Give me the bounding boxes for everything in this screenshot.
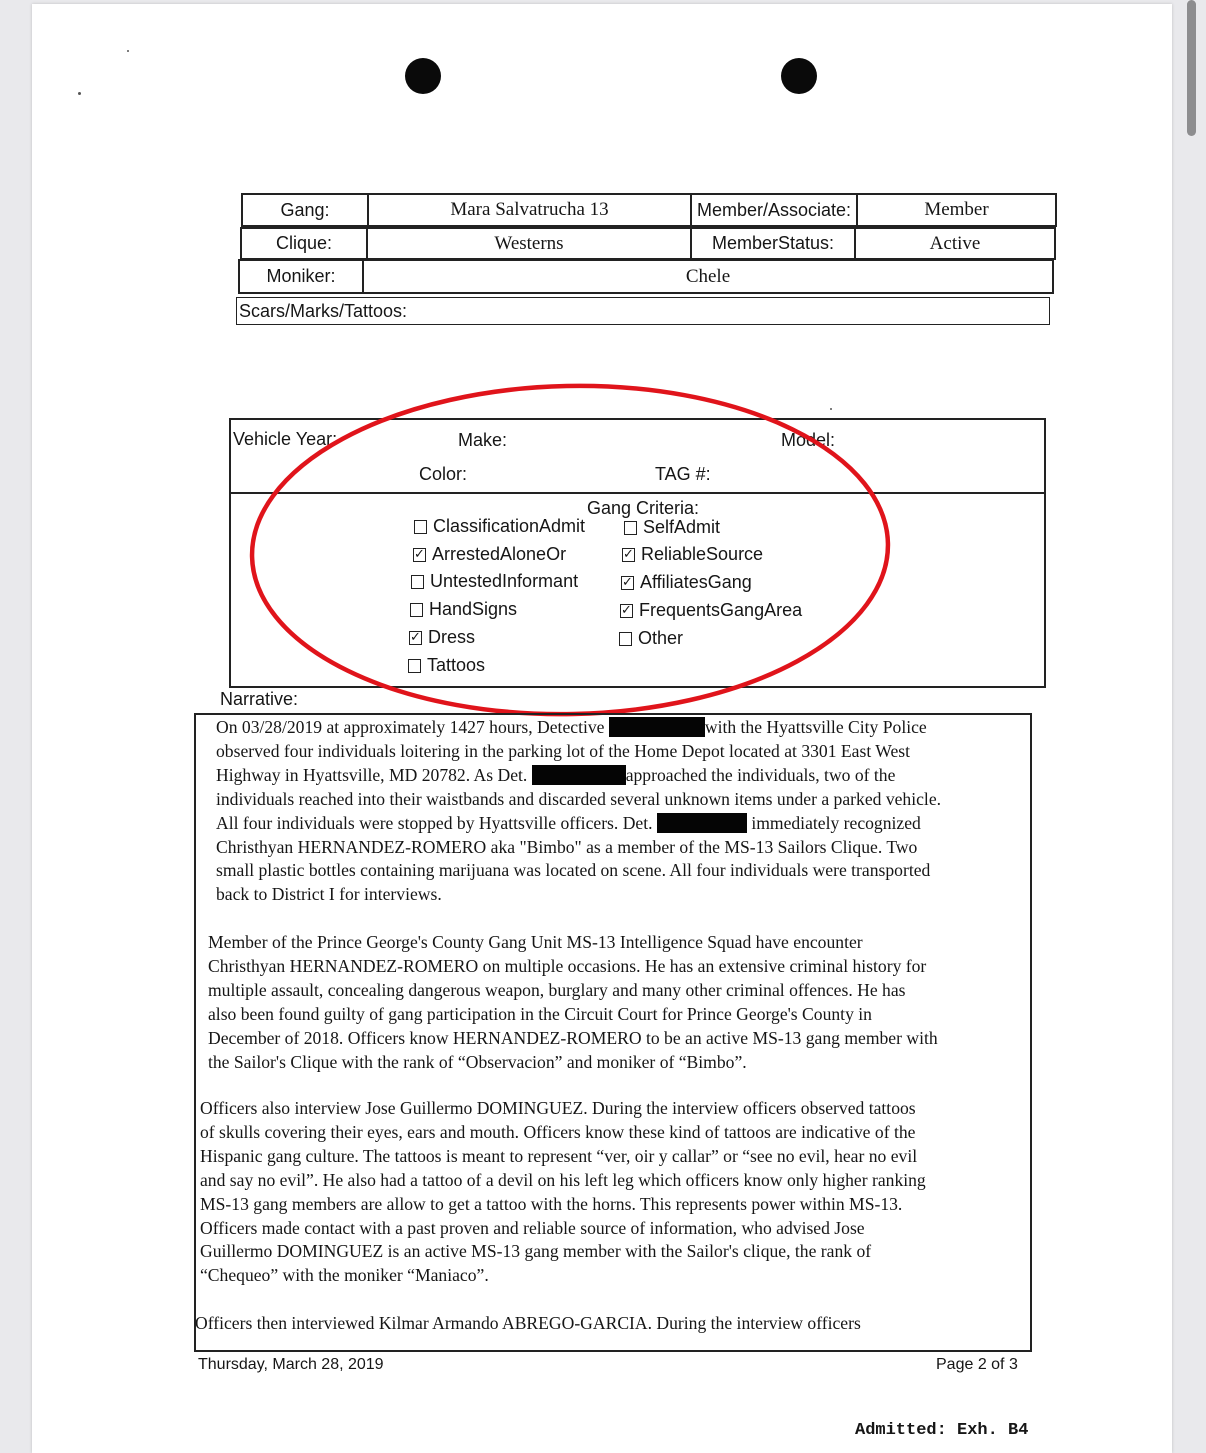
scan-speck: [127, 50, 129, 52]
narrative-paragraph-2: [208, 931, 938, 1074]
checkbox-checked-icon: ✓: [621, 602, 632, 618]
criteria-label: FrequentsGangArea: [639, 600, 803, 620]
text-line: Highway in Hyattsville, MD 20782. As Det. approached the individuals, two of the: [216, 764, 896, 785]
text-line: Officers then interviewed Kilmar Armando ABREGO-GARCIA. During the interview officers: [195, 1313, 861, 1333]
text-line: back to District I for interviews.: [216, 884, 442, 905]
member-associate-value: Member: [924, 199, 989, 220]
text-line: December of 2018. Officers know HERNANDEZ-ROMERO to be an active MS-13 gang member with: [208, 1027, 938, 1048]
member-status-label: MemberStatus:: [711, 233, 835, 253]
narrative-label: Narrative:: [220, 689, 299, 709]
text-line: “Chequeo” with the moniker “Maniaco”.: [200, 1265, 489, 1286]
member-associate-label: Member/Associate:: [696, 199, 852, 220]
checkbox-checked-icon: ✓: [414, 546, 425, 562]
member-status-value: Active: [929, 232, 981, 254]
text-line: Officers also interview Jose Guillermo DOMINGUEZ. During the interview officers observed tattoos: [200, 1098, 916, 1118]
moniker-value: Chele: [685, 265, 731, 287]
make-label: Make:: [458, 430, 508, 450]
text-line: individuals reached into their waistbands and discarded several unknown items under a parked vehicle.: [216, 788, 942, 809]
narrative-paragraph-1: [216, 716, 941, 907]
criteria-label: UntestedInformant: [430, 571, 579, 591]
redaction-bar: [609, 717, 705, 737]
criteria-label: AffiliatesGang: [640, 572, 752, 592]
criteria-label: HandSigns: [429, 599, 518, 619]
redaction-bar: [532, 765, 626, 785]
text-line: Member of the Prince George's County Gang Unit MS-13 Intelligence Squad have encounter: [208, 932, 863, 952]
text-line: also been found guilty of gang participation in the Circuit Court for Prince George's County in: [208, 1003, 872, 1024]
criteria-label: Tattoos: [427, 655, 486, 675]
vehicle-year-label: Vehicle Year:: [233, 429, 338, 449]
checkbox-checked-icon: ✓: [410, 629, 421, 645]
info-row-moniker: [238, 259, 1054, 294]
tag-label: TAG #:: [655, 464, 711, 484]
info-row-scars: [236, 297, 1050, 325]
text-line: On 03/28/2019 at approximately 1427 hours, Detective with the Hyattsville City Police: [216, 717, 927, 737]
redaction-bar: [657, 813, 747, 833]
text-line: Officers made contact with a past proven and reliable source of information, who advised Jose: [200, 1217, 865, 1238]
gang-label: Gang:: [280, 199, 330, 220]
criteria-label: SelfAdmit: [643, 517, 721, 537]
gang-criteria-title: Gang Criteria:: [587, 498, 700, 518]
gang-value: Mara Salvatrucha 13: [450, 199, 609, 220]
criteria-label: ReliableSource: [641, 544, 764, 564]
criteria-label: Other: [638, 628, 684, 648]
text-line: multiple assault, concealing dangerous weapon, burglary and many other criminal offences. He has: [208, 979, 906, 1000]
criteria-label: Dress: [428, 627, 476, 647]
text-line: All four individuals were stopped by Hyattsville officers. Det. immediately recognized: [216, 812, 921, 833]
info-row-clique: [240, 227, 1056, 260]
moniker-label: Moniker:: [266, 266, 336, 286]
color-label: Color:: [419, 464, 468, 484]
text-line: MS-13 gang members are allow to get a tattoo with the horns. This represents power within MS-13.: [200, 1193, 903, 1214]
exhibit-stamp: Admitted: Exh. B4: [855, 1421, 1029, 1440]
punch-hole-right: [781, 58, 817, 94]
criteria-label: ClassificationAdmit: [433, 516, 586, 536]
text-line: and say no evil”. He also had a tattoo of a devil on his left leg which officers know only higher ranking: [200, 1169, 926, 1190]
text-line: small plastic bottles containing marijuana was located on scene. All four individuals were transported: [216, 860, 931, 881]
punch-hole-left: [405, 58, 441, 94]
narrative-paragraph-3: [200, 1097, 926, 1288]
clique-label: Clique:: [275, 233, 333, 253]
footer-page-number: Page 2 of 3: [936, 1356, 1018, 1373]
scars-marks-tattoos-label: Scars/Marks/Tattoos:: [239, 300, 408, 321]
checkbox-checked-icon: ✓: [623, 546, 634, 562]
text-line: Guillermo DOMINGUEZ is an active MS-13 gang member with the Sailor's clique, the rank of: [200, 1241, 872, 1262]
clique-value: Westerns: [494, 232, 564, 254]
text-line: the Sailor's Clique with the rank of “Observacion” and moniker of “Bimbo”.: [208, 1051, 747, 1072]
model-label: Model:: [781, 430, 836, 450]
info-row-gang: [241, 193, 1057, 227]
text-line: Christhyan HERNANDEZ-ROMERO on multiple occasions. He has an extensive criminal history for: [208, 955, 927, 976]
scan-speck: [78, 92, 81, 95]
red-circle-annotation: [248, 380, 896, 722]
text-line: Hispanic gang culture. The tattoos is meant to represent “ver, oir y callar” or “see no evil, hear no evil: [200, 1145, 918, 1166]
footer-date: Thursday, March 28, 2019: [198, 1356, 384, 1373]
criteria-label: ArrestedAloneOr: [432, 544, 567, 564]
text-line: of skulls covering their eyes, ears and mouth. Officers know these kind of tattoos are indicative of the: [200, 1121, 916, 1142]
narrative-paragraph-4: [195, 1312, 861, 1336]
checkbox-checked-icon: ✓: [622, 574, 633, 590]
scrollbar[interactable]: [1187, 0, 1196, 136]
text-line: Christhyan HERNANDEZ-ROMERO aka "Bimbo" as a member of the MS-13 Sailors Clique. Two: [216, 836, 918, 857]
text-line: observed four individuals loitering in the parking lot of the Home Depot located at 3301 East West: [216, 740, 911, 761]
